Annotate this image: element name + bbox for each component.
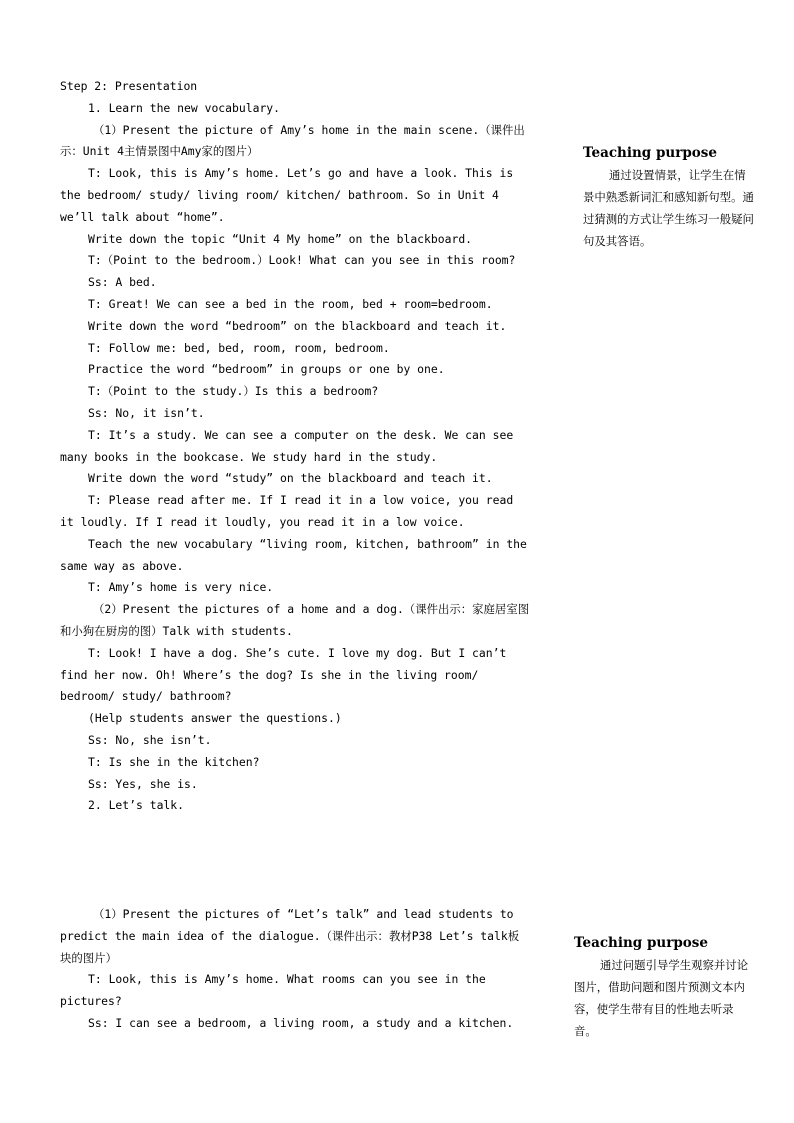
paragraph: T: Look, this is Amy’s home. Let’s go and have a look. This is the bedroom/ study/ living room/ kitchen/ bathroom. So in Unit 4 we’ll talk about “home”. (60, 166, 514, 224)
paragraph: （1）Present the picture of Amy’s home in the main scene.（课件出示：Unit 4主情景图中Amy家的图片） (60, 122, 525, 159)
paragraph: T: It’s a study. We can see a computer on the desk. We can see many books in the bookcase. We study hard in the study. (60, 427, 514, 464)
paragraph: Step 2: Presentation (60, 79, 198, 93)
paragraph: 1. Learn the new vocabulary. (88, 100, 281, 115)
presentation-block (60, 76, 530, 817)
teaching-purpose-note-2 (574, 933, 750, 1042)
teaching-purpose-note-1 (583, 143, 755, 252)
note-body: 通过设置情景，让学生在情景中熟悉新词汇和感知新句型。通过猜测的方式让学生练习一般疑问句及其答语。 (583, 168, 754, 248)
lesson-plan-main-column (60, 76, 530, 1035)
paragraph: Ss: No, she isn’t. (88, 732, 212, 747)
paragraph: Teach the new vocabulary “living room, kitchen, bathroom” in the same way as above. (60, 536, 527, 573)
paragraph: Ss: Yes, she is. (88, 776, 198, 791)
paragraph: T: Follow me: bed, bed, room, room, bedroom. (88, 340, 390, 355)
note-body: 通过问题引导学生观察并讨论图片，借助问题和图片预测文本内容，使学生带有目的性地去听录音。 (574, 958, 749, 1038)
paragraph: Ss: I can see a bedroom, a living room, a study and a kitchen. (88, 1016, 514, 1031)
paragraph: 2. Let’s talk. (88, 798, 185, 813)
paragraph: T:（Point to the study.）Is this a bedroom? (88, 384, 379, 399)
paragraph: (Help students answer the questions.) (88, 711, 342, 726)
spacer (60, 817, 530, 904)
lets-talk-block (60, 904, 530, 1035)
paragraph: （2）Present the pictures of a home and a dog.（课件出示：家庭居室图和小狗在厨房的图）Talk with students. (60, 602, 530, 638)
paragraph: T: Great! We can see a bed in the room, bed + room=bedroom. (88, 296, 493, 311)
paragraph: Practice the word “bedroom” in groups or one by one. (88, 362, 445, 377)
paragraph: （1）Present the pictures of “Let’s talk” and lead students to predict the main idea of the dialogue.（课件出示：教材P38 Let’s talk板块的图片） (60, 907, 520, 965)
paragraph: T: Is she in the kitchen? (88, 754, 260, 769)
paragraph: T: Amy’s home is very nice. (88, 580, 274, 595)
paragraph: Write down the word “study” on the blackboard and teach it. (88, 471, 493, 486)
paragraph: T:（Point to the bedroom.）Look! What can you see in this room? (88, 253, 516, 268)
paragraph: Write down the topic “Unit 4 My home” on the blackboard. (88, 231, 473, 246)
paragraph: Write down the word “bedroom” on the blackboard and teach it. (88, 318, 507, 333)
paragraph: T: Look! I have a dog. She’s cute. I love my dog. But I can’t find her now. Oh! Where’s the dog? Is she in the living room/ bedroom/ study/ bathroom? (60, 645, 507, 704)
paragraph: Ss: No, it isn’t. (88, 405, 205, 420)
paragraph: T: Look, this is Amy’s home. What rooms can you see in the pictures? (60, 972, 486, 1009)
paragraph: Ss: A bed. (88, 275, 157, 290)
note-heading: Teaching purpose (574, 935, 708, 951)
note-heading: Teaching purpose (583, 145, 717, 161)
paragraph: T: Please read after me. If I read it in a low voice, you read it loudly. If I read it loudly, you read it in a low voice. (60, 493, 514, 529)
